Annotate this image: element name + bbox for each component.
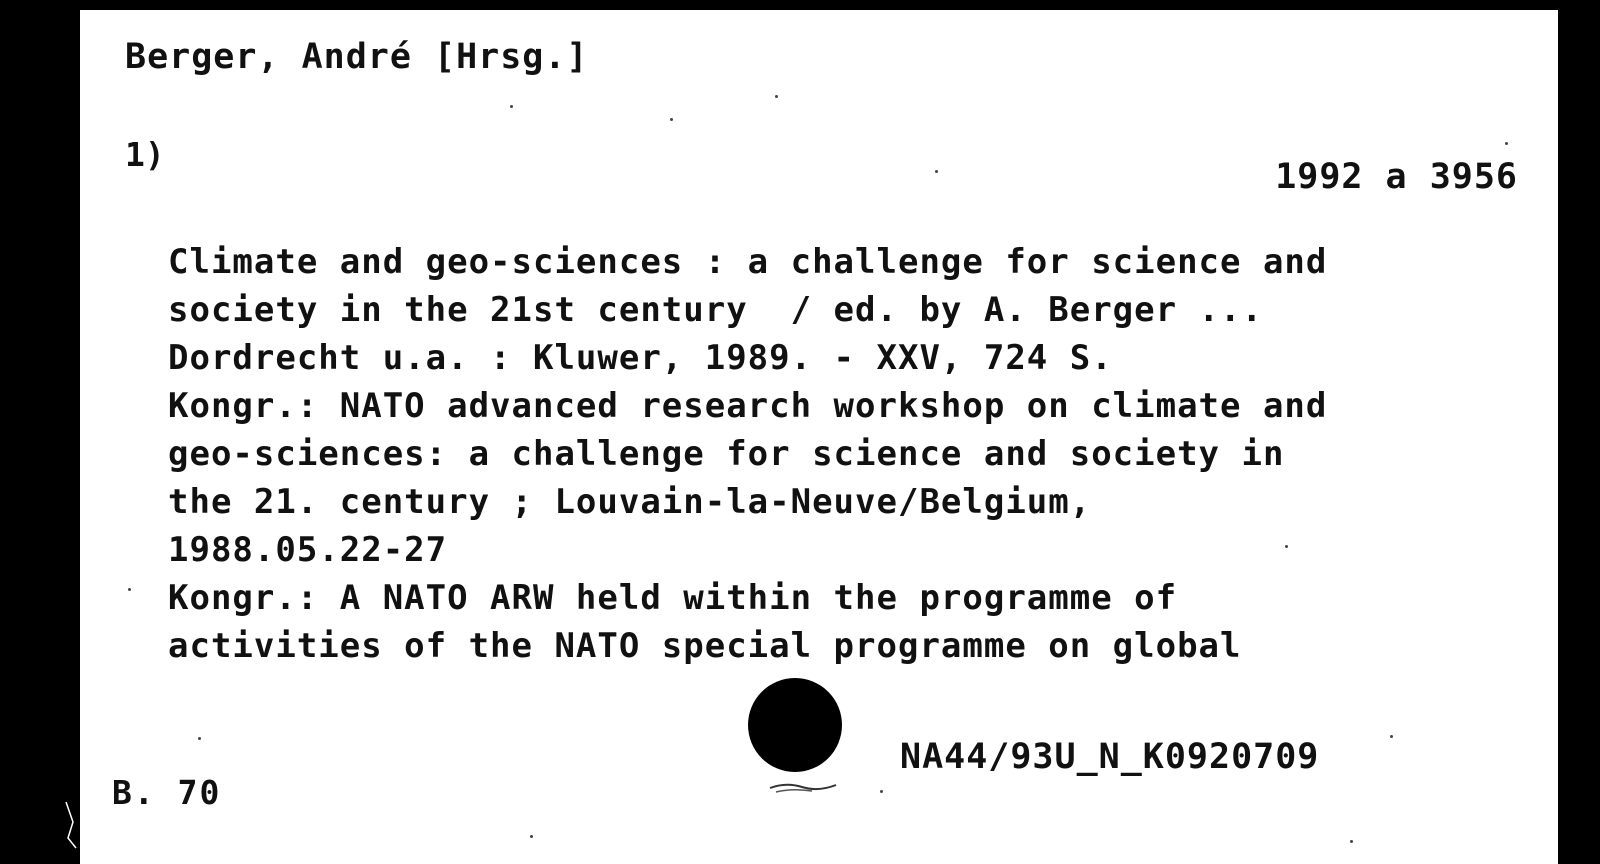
author-heading: Berger, André [Hrsg.] (125, 37, 589, 77)
speck (128, 588, 131, 591)
speck (530, 835, 533, 838)
entry-number: 1) (125, 135, 165, 174)
speck (1285, 545, 1288, 548)
speck (1505, 142, 1508, 145)
speck (880, 790, 883, 793)
description-line: Climate and geo-sciences : a challenge for science and (168, 242, 1328, 282)
description-line: activities of the NATO special programme on global (168, 626, 1242, 666)
call-number: 1992 a 3956 (1275, 157, 1518, 197)
location-code: B. 70 (112, 773, 222, 812)
smudge-mark (768, 778, 838, 794)
description-line: Dordrecht u.a. : Kluwer, 1989. - XXV, 724 S. (168, 338, 1113, 378)
speck (198, 737, 201, 740)
description-line: 1988.05.22-27 (168, 530, 448, 570)
description-line: Kongr.: NATO advanced research workshop on climate and (168, 386, 1328, 426)
speck (510, 105, 513, 108)
description-line: the 21. century ; Louvain-la-Neuve/Belgium, (168, 482, 1092, 522)
punch-hole (748, 678, 842, 772)
speck (1350, 840, 1353, 843)
speck (1390, 735, 1393, 738)
catalog-card (80, 10, 1558, 864)
barcode-id: NA44/93U_N_K0920709 (900, 737, 1320, 777)
speck (935, 170, 938, 173)
bibliographic-description (168, 238, 1548, 670)
speck (670, 118, 673, 121)
description-line: geo-sciences: a challenge for science and society in (168, 434, 1285, 474)
speck (775, 95, 778, 98)
scan-edge-mark (64, 800, 78, 850)
description-line: Kongr.: A NATO ARW held within the programme of (168, 578, 1178, 618)
description-line: society in the 21st century / ed. by A. Berger ... (168, 290, 1263, 330)
